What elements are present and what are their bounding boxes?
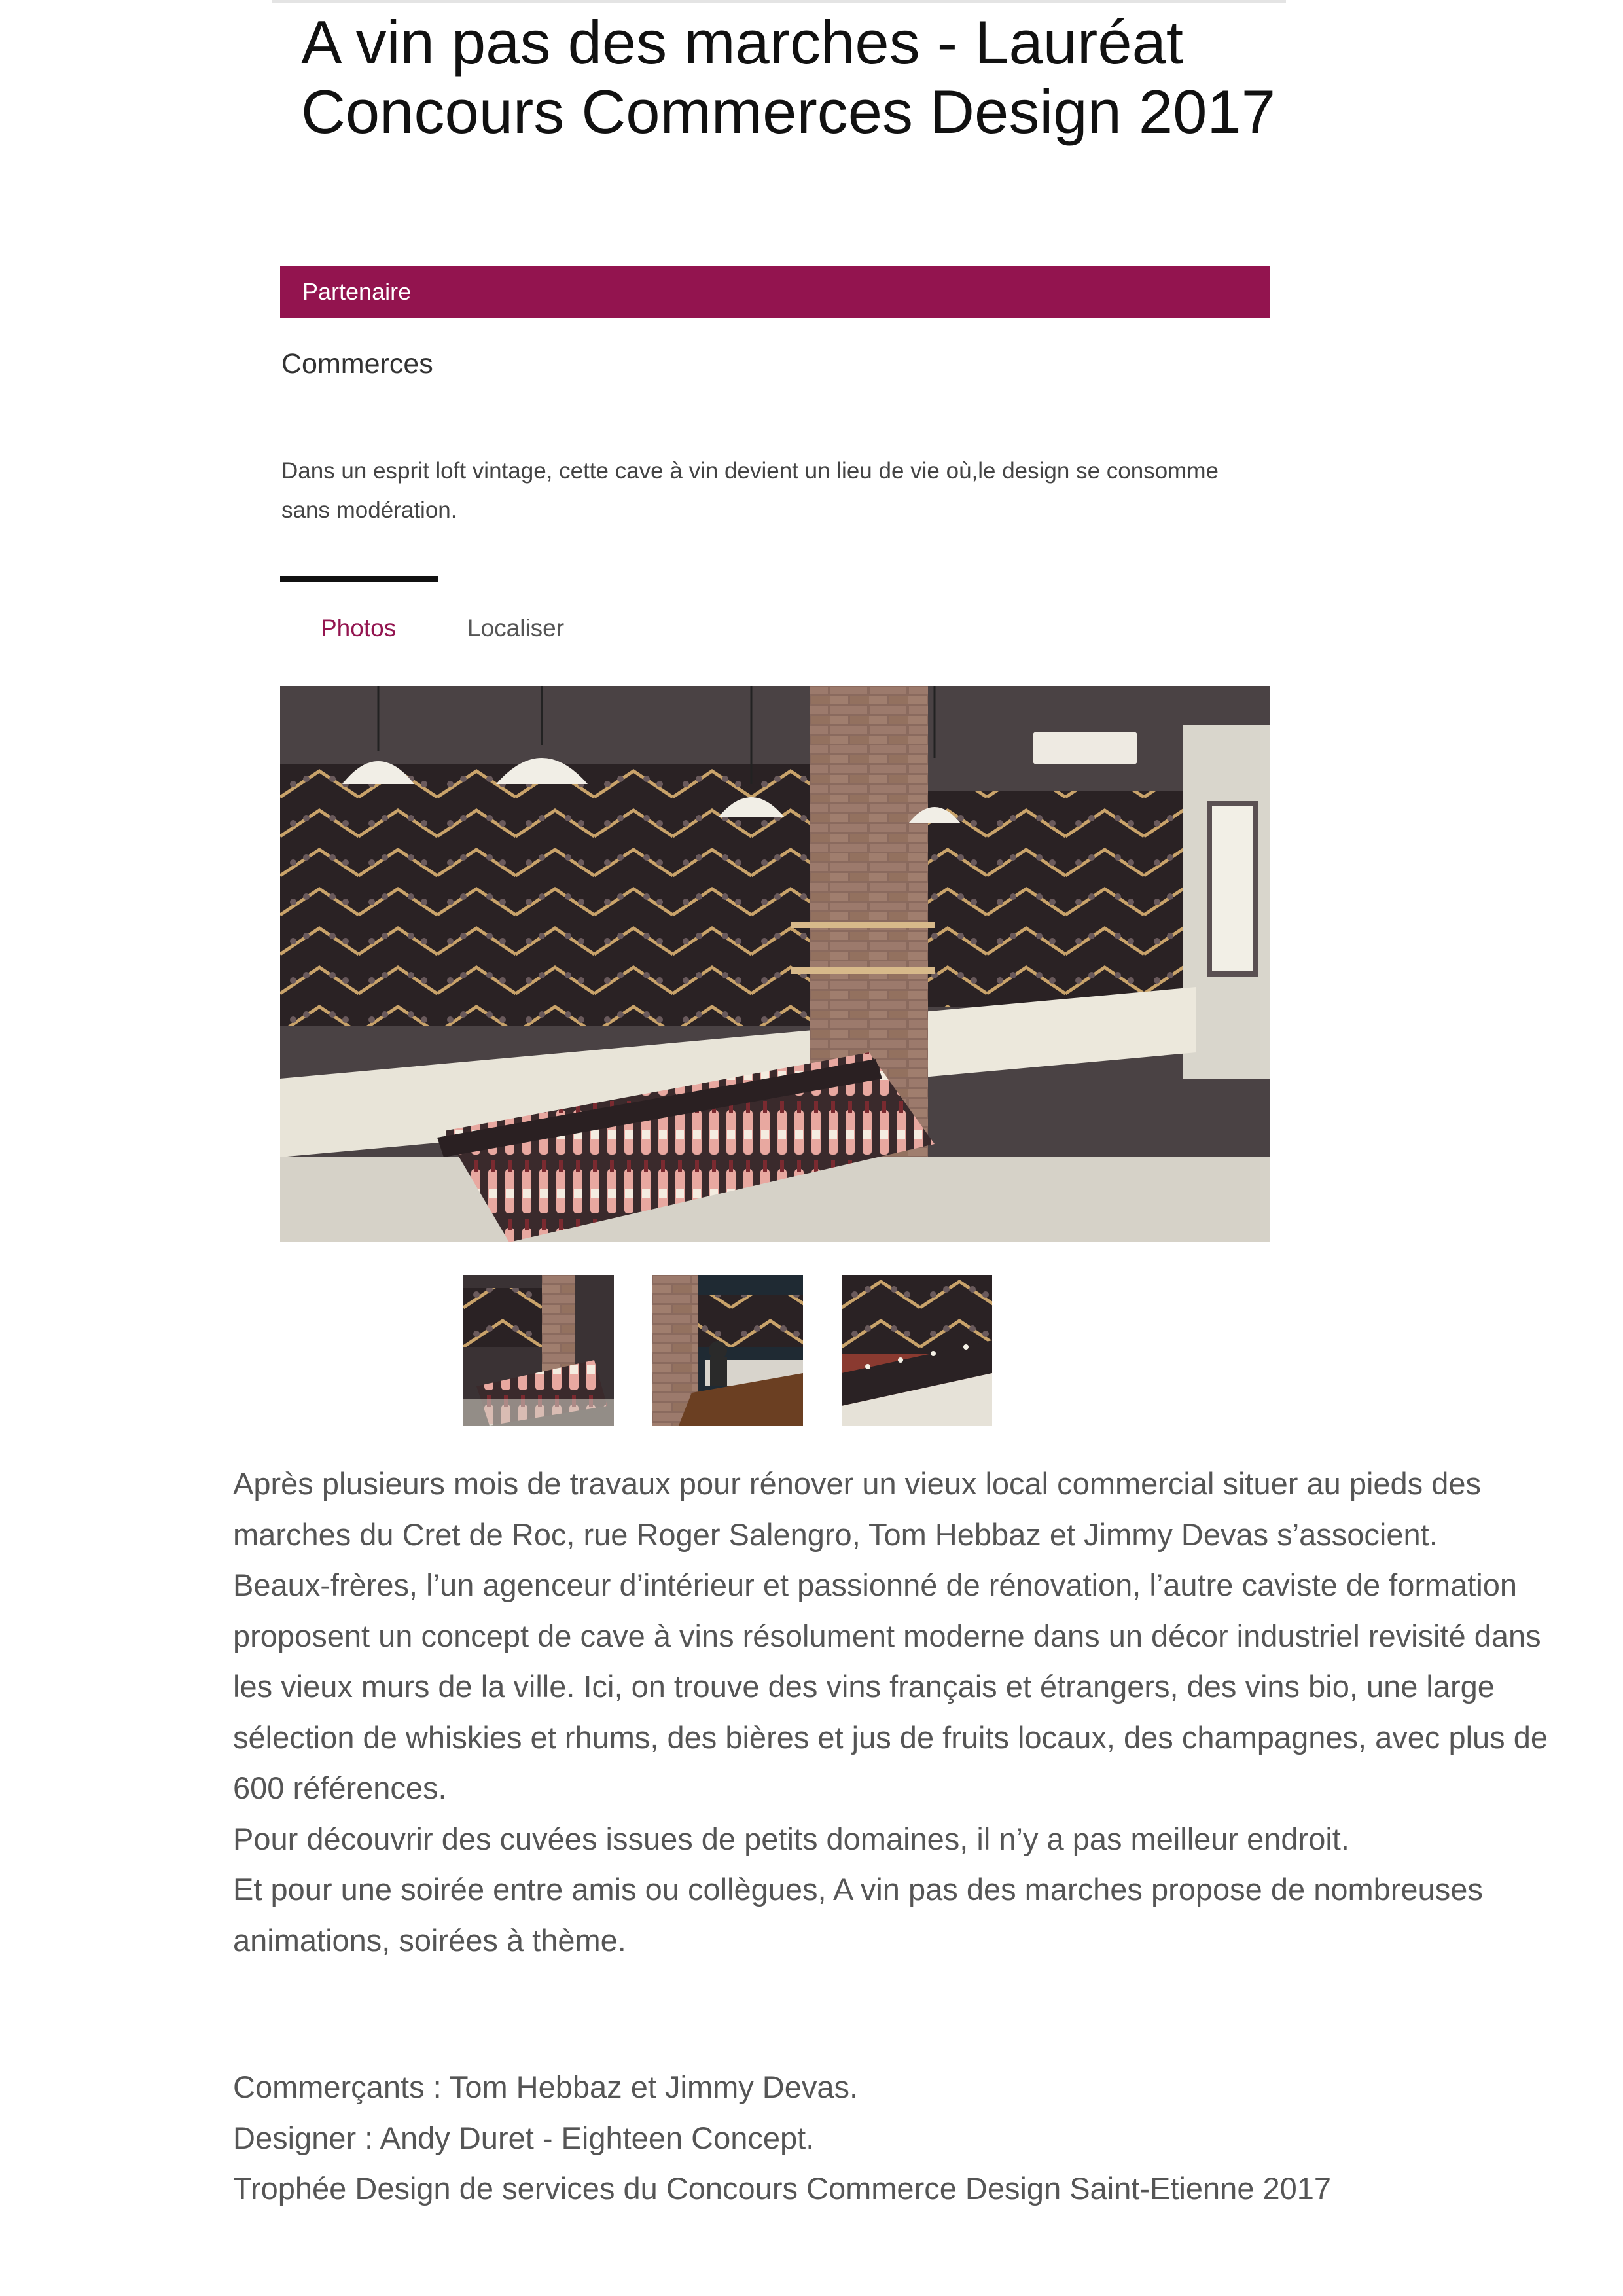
partner-badge: Partenaire [280, 266, 1270, 318]
thumbnail-1[interactable] [463, 1275, 614, 1426]
thumbnail-2[interactable] [652, 1275, 803, 1426]
body-paragraph-4: Et pour une soirée entre amis ou collègues, A vin pas des marches propose de nombreuses animations, soirées à thème. [233, 1872, 1483, 1958]
body-paragraph-3: Pour découvrir des cuvées issues de petits domaines, il n’y a pas meilleur endroit. [233, 1821, 1349, 1856]
thumbnail-3[interactable] [842, 1275, 992, 1426]
credit-merchants: Commerçants : Tom Hebbaz et Jimmy Devas. [233, 2070, 859, 2104]
top-divider [272, 0, 1286, 3]
article-credits [233, 2062, 1575, 2214]
main-photo[interactable] [280, 686, 1270, 1242]
page-title: A vin pas des marches - Lauréat Concours Commerces Design 2017 [301, 8, 1275, 146]
credit-trophy: Trophée Design de services du Concours Commerce Design Saint-Etienne 2017 [233, 2171, 1332, 2206]
article-body [233, 1458, 1575, 1965]
credit-designer: Designer : Andy Duret - Eighteen Concept. [233, 2120, 815, 2155]
tab-bar [280, 576, 738, 655]
tab-photos[interactable]: Photos [321, 615, 397, 641]
active-tab-indicator [280, 576, 438, 582]
article-summary: Dans un esprit loft vintage, cette cave à vin devient un lieu de vie où,le design se consomme sans modération. [281, 458, 1219, 523]
tab-localiser[interactable]: Localiser [467, 615, 565, 641]
thumbnail-2-image [652, 1275, 803, 1426]
body-paragraph-2: Beaux-frères, l’un agenceur d’intérieur et passionné de rénovation, l’autre caviste de formation proposent un concept de cave à vins résolument moderne dans un décor industriel revisité dans les vieux murs de la ville. Ici, on trouve des vins français et étrangers, des vins bio, une large sélection de whiskies et rhums, des bières et jus de fruits locaux, des champagnes, avec plus de 600 références. [233, 1568, 1548, 1805]
category-label: Commerces [281, 348, 433, 380]
wine-shop-illustration [280, 686, 1270, 1242]
thumbnail-3-image [842, 1275, 992, 1426]
thumbnail-1-image [463, 1275, 614, 1426]
body-paragraph-1: Après plusieurs mois de travaux pour rénover un vieux local commercial situer au pieds des marches du Cret de Roc, rue Roger Salengro, Tom Hebbaz et Jimmy Devas s’associent. [233, 1466, 1482, 1552]
